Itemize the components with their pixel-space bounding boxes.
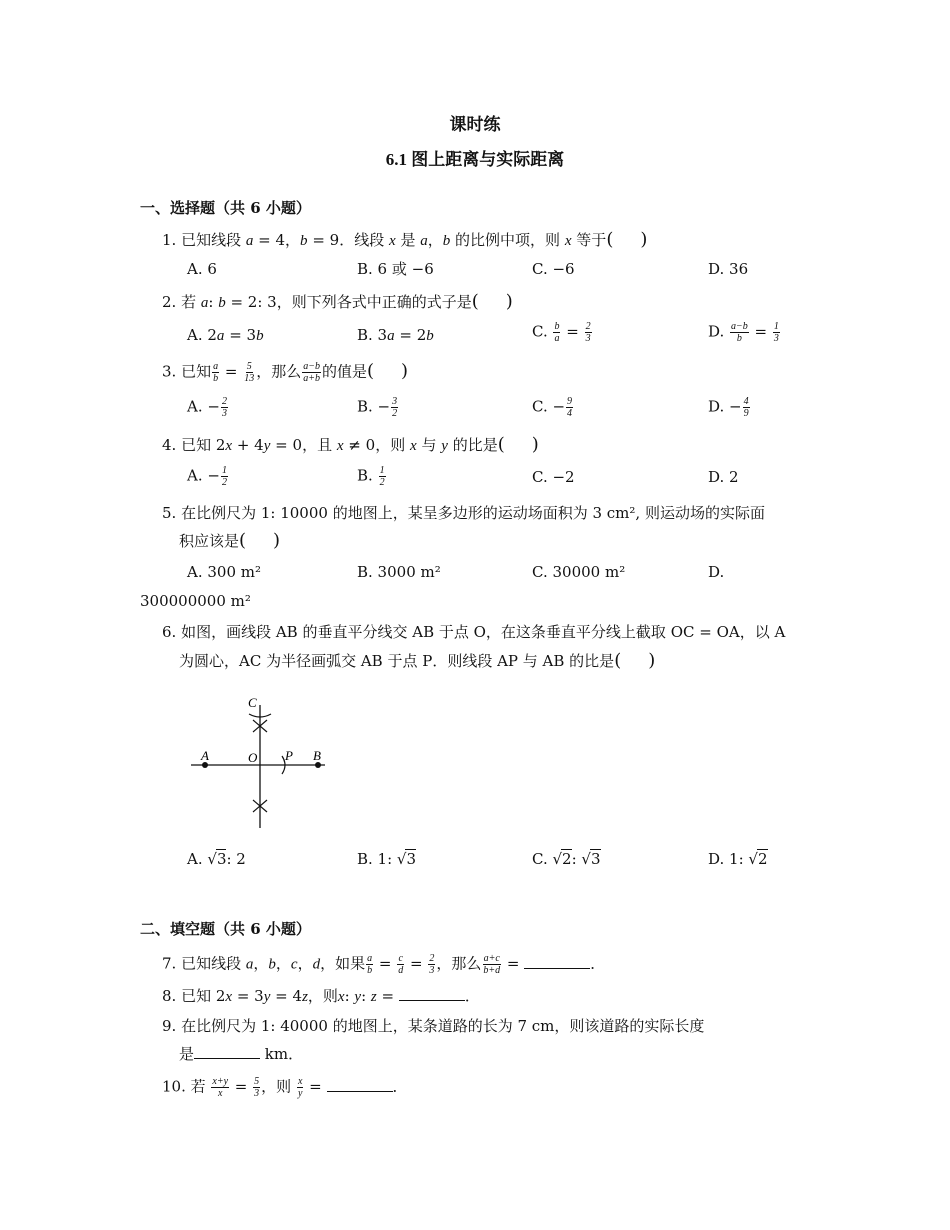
worksheet-label: 课时练 — [449, 115, 501, 134]
question-1-option-c[interactable]: C. −6 — [532, 260, 575, 278]
question-4-stem: 4. 已知 2x + 4y = 0，且 x ≠ 0，则 x 与 y 的比是( ) — [162, 434, 539, 455]
question-5-option-b[interactable]: B. 3000 m² — [357, 563, 441, 581]
question-4-option-b[interactable]: B. $\frac{1}{2}$ — [357, 465, 385, 488]
question-3-stem: 3. 已知 $\frac{a}{b}$ = $\frac{5}{13}$ ，那么 $\frac{a-b}{a+b}$ 的值是( ) — [162, 360, 409, 384]
question-2-option-c[interactable]: C. $\frac{b}{a}$ = $\frac{2}{3}$ — [532, 321, 591, 344]
question-9-stem-line2: 是 km． — [179, 1045, 304, 1063]
label-c: C — [248, 695, 257, 710]
section-heading-multiple-choice: 一、选择题（共 6 小题） — [140, 199, 311, 217]
question-9-stem-line1: 9. 在比例尺为 1: 40000 的地图上，某条道路的长为 7 cm，则该道路的实际长度 — [162, 1017, 705, 1035]
question-3-option-b[interactable]: B. − $\frac{3}{2}$ — [357, 396, 398, 419]
question-7-answer-blank[interactable] — [524, 954, 590, 969]
perpendicular-bisector-figure — [185, 690, 335, 835]
question-2-stem: 2. 若 a: b = 2: 3，则下列各式中正确的式子是( ) — [162, 291, 513, 312]
question-6-stem-line1: 6. 如图，画线段 AB 的垂直平分线交 AB 于点 O，在这条垂直平分线上截取 OC = OA，以 A — [162, 623, 786, 641]
question-5-option-d[interactable]: D. — [708, 563, 725, 581]
question-9-answer-blank[interactable] — [194, 1044, 260, 1059]
question-2-option-a[interactable]: A. 2a = 3b — [187, 326, 264, 344]
question-8-answer-blank[interactable] — [399, 986, 465, 1001]
question-10-stem: 10. 若 $\frac{x+y}{x}$ = $\frac{5}{3}$ ，则 $\frac{x}{y}$ = ． — [162, 1076, 408, 1099]
question-5-option-d-value: 300000000 m² — [140, 592, 251, 610]
question-3-option-a[interactable]: A. − $\frac{2}{3}$ — [187, 396, 227, 419]
question-1-option-a[interactable]: A. 6 — [187, 260, 217, 278]
question-1-option-d[interactable]: D. 36 — [708, 260, 749, 278]
question-6-option-c[interactable]: C. √2: √3 — [532, 850, 601, 868]
question-4-option-a[interactable]: A. − $\frac{1}{2}$ — [187, 465, 227, 488]
label-o: O — [248, 750, 258, 765]
question-6-option-a[interactable]: A. √3: 2 — [187, 850, 246, 868]
question-3-option-d[interactable]: D. − $\frac{4}{9}$ — [708, 396, 749, 419]
question-3-option-c[interactable]: C. − $\frac{9}{4}$ — [532, 396, 573, 419]
question-2-option-d[interactable]: D. $\frac{a-b}{b}$ = $\frac{1}{3}$ — [708, 321, 779, 344]
question-5-option-c[interactable]: C. 30000 m² — [532, 563, 626, 581]
question-6-option-d[interactable]: D. 1: √2 — [708, 850, 768, 868]
question-6-stem-line2: 为圆心，AC 为半径画弧交 AB 于点 P．则线段 AP 与 AB 的比是( ) — [179, 650, 656, 671]
question-2-option-b[interactable]: B. 3a = 2b — [357, 326, 434, 344]
page-title: 6.1 图上距离与实际距离 — [385, 150, 565, 169]
label-a: A — [201, 748, 209, 763]
question-1-option-b[interactable]: B. 6 或 −6 — [357, 260, 434, 278]
question-4-option-d[interactable]: D. 2 — [708, 468, 739, 486]
question-5-stem-line1: 5. 在比例尺为 1: 10000 的地图上，某呈多边形的运动场面积为 3 cm², 则运动场的实际面 — [162, 504, 765, 522]
question-7-stem: 7. 已知线段 a，b，c，d，如果 $\frac{a}{b}$ = $\frac{c}{d}$ = $\frac{2}{3}$ ，那么 $\frac{a+c}{b+d}$ = ． — [162, 953, 606, 976]
section-heading-fill-in: 二、填空题（共 6 小题） — [140, 920, 311, 938]
question-4-option-c[interactable]: C. −2 — [532, 468, 575, 486]
question-5-option-a[interactable]: A. 300 m² — [187, 563, 262, 581]
label-b: B — [313, 748, 321, 763]
question-8-stem: 8. 已知 2x = 3y = 4z，则x: y: z = ． — [162, 987, 480, 1005]
question-5-stem-line2: 积应该是( ) — [179, 530, 281, 551]
question-1-stem: 1. 已知线段 a = 4，b = 9．线段 x 是 a，b 的比例中项，则 x 等于( ) — [162, 229, 648, 250]
question-6-option-b[interactable]: B. 1: √3 — [357, 850, 417, 868]
label-p: P — [285, 748, 293, 763]
question-10-answer-blank[interactable] — [327, 1077, 393, 1092]
